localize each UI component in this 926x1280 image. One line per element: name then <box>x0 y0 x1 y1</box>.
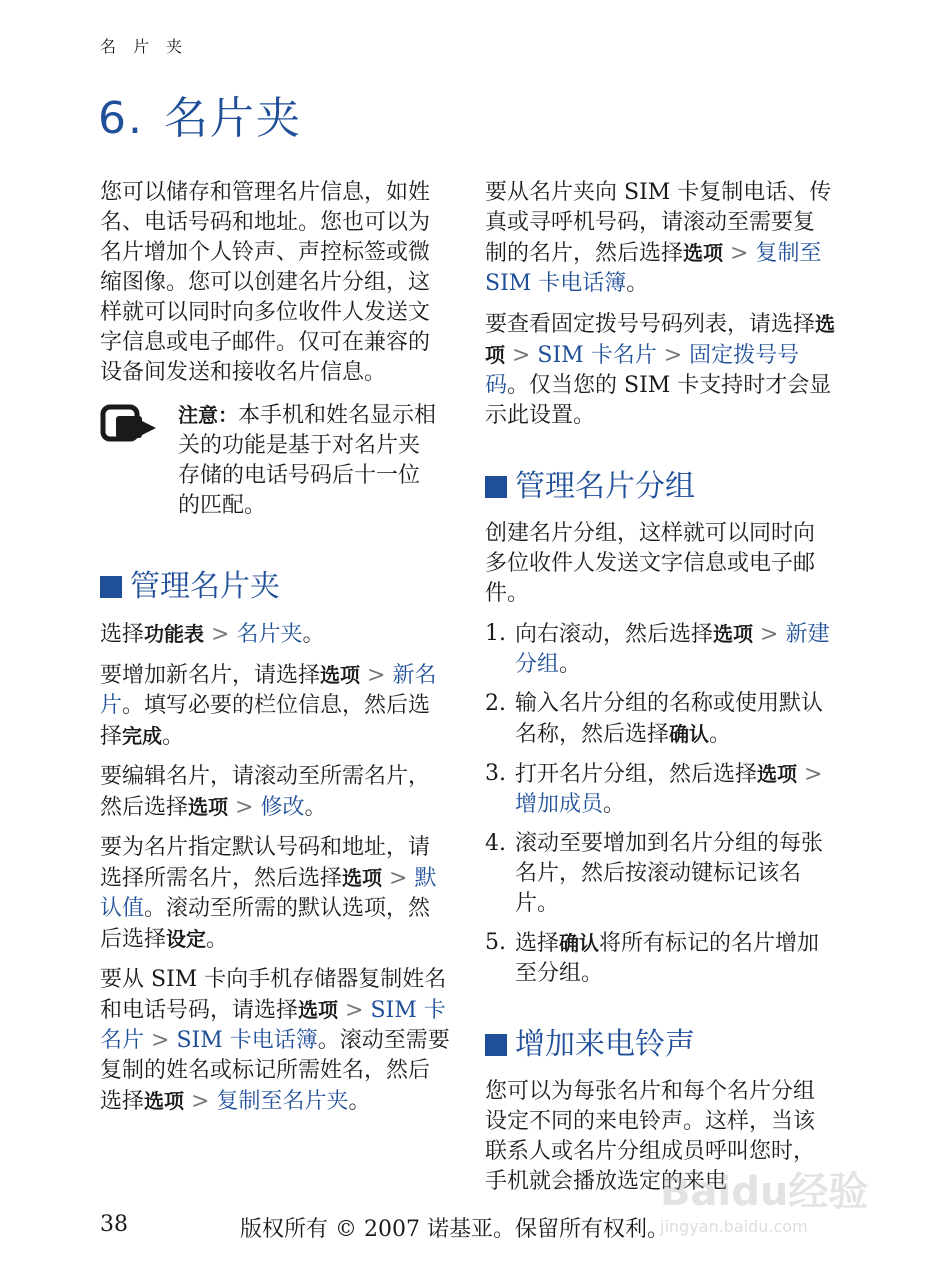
separator: > <box>204 622 237 647</box>
step-text <box>515 619 835 680</box>
note-text <box>178 400 438 521</box>
link-edit[interactable]: 修改 <box>260 795 305 820</box>
separator: > <box>382 866 415 891</box>
step-text <box>515 689 835 750</box>
step-number: 1. <box>485 621 506 646</box>
note-box <box>100 400 450 531</box>
text: 。 <box>626 271 649 296</box>
confirm-term: 确认 <box>669 722 710 746</box>
paragraph-fixed-dialing <box>485 309 835 431</box>
link-sim-phonebook[interactable]: SIM 卡电话簿 <box>176 1028 318 1053</box>
chapter-title <box>98 82 302 146</box>
options-term: 选项 <box>188 795 229 819</box>
link-sim-contacts[interactable]: SIM 卡名片 <box>100 998 446 1053</box>
separator: > <box>338 998 371 1023</box>
confirm-term: 确认 <box>559 931 600 955</box>
paragraph-edit-contact <box>100 762 450 823</box>
step-text <box>515 759 835 820</box>
separator: > <box>753 622 786 647</box>
separator: > <box>144 1028 177 1053</box>
section-heading-manage-groups <box>485 467 835 507</box>
paragraph-add-contact <box>100 660 450 752</box>
link-new-group[interactable]: 新建分组 <box>515 622 830 677</box>
copyright-notice: 版权所有 © 2007 诺基亚。保留所有权利。 <box>240 1217 669 1242</box>
link-copy-to-sim[interactable]: 复制至 SIM 卡电话簿 <box>485 241 822 296</box>
list-item <box>485 689 835 750</box>
options-term: 选项 <box>757 762 798 786</box>
text: 将所有标记的名片增加至分组。 <box>515 931 820 986</box>
text: 要增加新名片，请选择 <box>100 663 321 688</box>
text: 要为名片指定默认号码和地址，请选择所需名片，然后选择 <box>100 835 431 891</box>
text: 要从 SIM 卡向手机存储器复制姓名和电话号码，请选择 <box>100 967 447 1023</box>
text: 输入名片分组的名称或使用默认名称，然后选择 <box>515 691 824 747</box>
watermark-logo: Baidu经验 <box>660 1169 869 1215</box>
list-item <box>485 928 835 989</box>
text: 要编辑名片，请滚动至所需名片，然后选择 <box>100 764 431 820</box>
link-sim-contacts[interactable]: SIM 卡名片 <box>537 343 657 368</box>
separator: > <box>723 241 756 266</box>
list-item <box>485 619 835 680</box>
section-heading-text: 管理名片夹 <box>130 569 280 604</box>
menu-term: 功能表 <box>144 622 205 646</box>
text: 。 <box>603 792 626 817</box>
separator: > <box>505 343 538 368</box>
section-heading-text: 管理名片分组 <box>515 469 695 504</box>
page-number: 38 <box>100 1212 128 1237</box>
text: 。 <box>304 795 327 820</box>
list-item <box>485 829 835 919</box>
running-header: 名 片 夹 <box>100 37 189 56</box>
options-term: 选项 <box>342 866 383 890</box>
group-steps-list <box>485 619 835 989</box>
link-copy-to-contacts[interactable]: 复制至名片夹 <box>216 1089 349 1114</box>
paragraph-select-contacts <box>100 619 450 650</box>
options-term: 选项 <box>298 998 339 1022</box>
note-body: 本手机和姓名显示相关的功能是基于对名片夹存储的电话号码后十一位的匹配。 <box>178 403 437 518</box>
right-column <box>485 178 835 1207</box>
separator: > <box>656 343 690 368</box>
text: 选择 <box>515 931 560 956</box>
left-column <box>100 178 450 1127</box>
heading-square-icon <box>485 1034 507 1056</box>
section-heading-manage-contacts <box>100 567 450 607</box>
text: 打开名片分组，然后选择 <box>515 762 758 787</box>
watermark-url: jingyan.baidu.com <box>660 1217 808 1236</box>
set-term: 设定 <box>166 927 207 951</box>
note-hand-icon <box>100 404 160 531</box>
step-number: 4. <box>485 831 506 856</box>
paragraph-default-number <box>100 833 450 955</box>
step-text: 滚动至要增加到名片分组的每张名片，然后按滚动键标记该名片。 <box>515 831 824 916</box>
paragraph-groups-intro: 创建名片分组，这样就可以同时向多位收件人发送文字信息或电子邮件。 <box>485 521 816 606</box>
heading-square-icon <box>485 476 507 498</box>
paragraph-ringtone-intro: 您可以为每张名片和每个名片分组设定不同的来电铃声。这样，当该联系人或名片分组成员呼叫您时，手机就会播放选定的来电 <box>485 1079 816 1194</box>
step-text <box>515 928 835 989</box>
separator: > <box>184 1089 217 1114</box>
heading-square-icon <box>100 576 122 598</box>
text: 。 <box>162 724 185 749</box>
text: 。 <box>559 652 582 677</box>
text: 。 <box>709 722 732 747</box>
step-number: 2. <box>485 691 506 716</box>
baidu-watermark <box>660 1160 870 1250</box>
text: 向右滚动，然后选择 <box>515 622 714 647</box>
text: 选择 <box>100 622 145 647</box>
separator: > <box>797 762 823 787</box>
paragraph-copy-from-sim <box>100 965 450 1117</box>
note-label: 注意： <box>178 403 238 427</box>
text: 。滚动至需要复制的姓名或标记所需姓名，然后选择 <box>100 1028 450 1114</box>
text: 。 <box>206 927 229 952</box>
step-number: 5. <box>485 930 506 955</box>
section-heading-ringtone <box>485 1025 835 1065</box>
separator: > <box>360 663 393 688</box>
link-fixed-dialing[interactable]: 固定拨号号码 <box>485 343 800 398</box>
section-heading-text: 增加来电铃声 <box>515 1027 695 1062</box>
text: 要从名片夹向 SIM 卡复制电话、传真或寻呼机号码，请滚动至需要复制的名片，然后选择 <box>485 180 832 266</box>
options-term: 选项 <box>144 1089 185 1113</box>
options-term: 选项 <box>320 663 361 687</box>
separator: > <box>228 795 261 820</box>
text: 。仅当您的 SIM 卡支持时才会显示此设置。 <box>485 373 832 428</box>
text: 。 <box>302 622 325 647</box>
options-term: 选项 <box>683 241 724 265</box>
link-defaults[interactable]: 默认值 <box>100 866 437 921</box>
link-contacts[interactable]: 名片夹 <box>236 622 303 647</box>
options-term: 选项 <box>485 312 836 367</box>
link-new-contact[interactable]: 新名片 <box>100 663 437 718</box>
intro-paragraph: 您可以储存和管理名片信息，如姓名、电话号码和地址。您也可以为名片增加个人铃声、声控标签或微缩图像。您可以创建名片分组，这样就可以同时向多位收件人发送文字信息或电子邮件。仅可在兼容的设备间发送和接收名片信息。 <box>100 180 431 385</box>
text: 。填写必要的栏位信息，然后选择 <box>100 693 431 749</box>
step-number: 3. <box>485 761 506 786</box>
list-item <box>485 759 835 820</box>
chapter-title-text: 名片夹 <box>163 93 302 144</box>
text: 。 <box>348 1089 371 1114</box>
options-term: 选项 <box>713 622 754 646</box>
link-add-members[interactable]: 增加成员 <box>515 792 604 817</box>
text: 要查看固定拨号号码列表，请选择 <box>485 312 816 337</box>
text: 。滚动至所需的默认选项，然后选择 <box>100 896 431 952</box>
paragraph-copy-to-sim <box>485 178 835 299</box>
done-term: 完成 <box>122 724 163 748</box>
chapter-number: 6. <box>98 93 144 144</box>
